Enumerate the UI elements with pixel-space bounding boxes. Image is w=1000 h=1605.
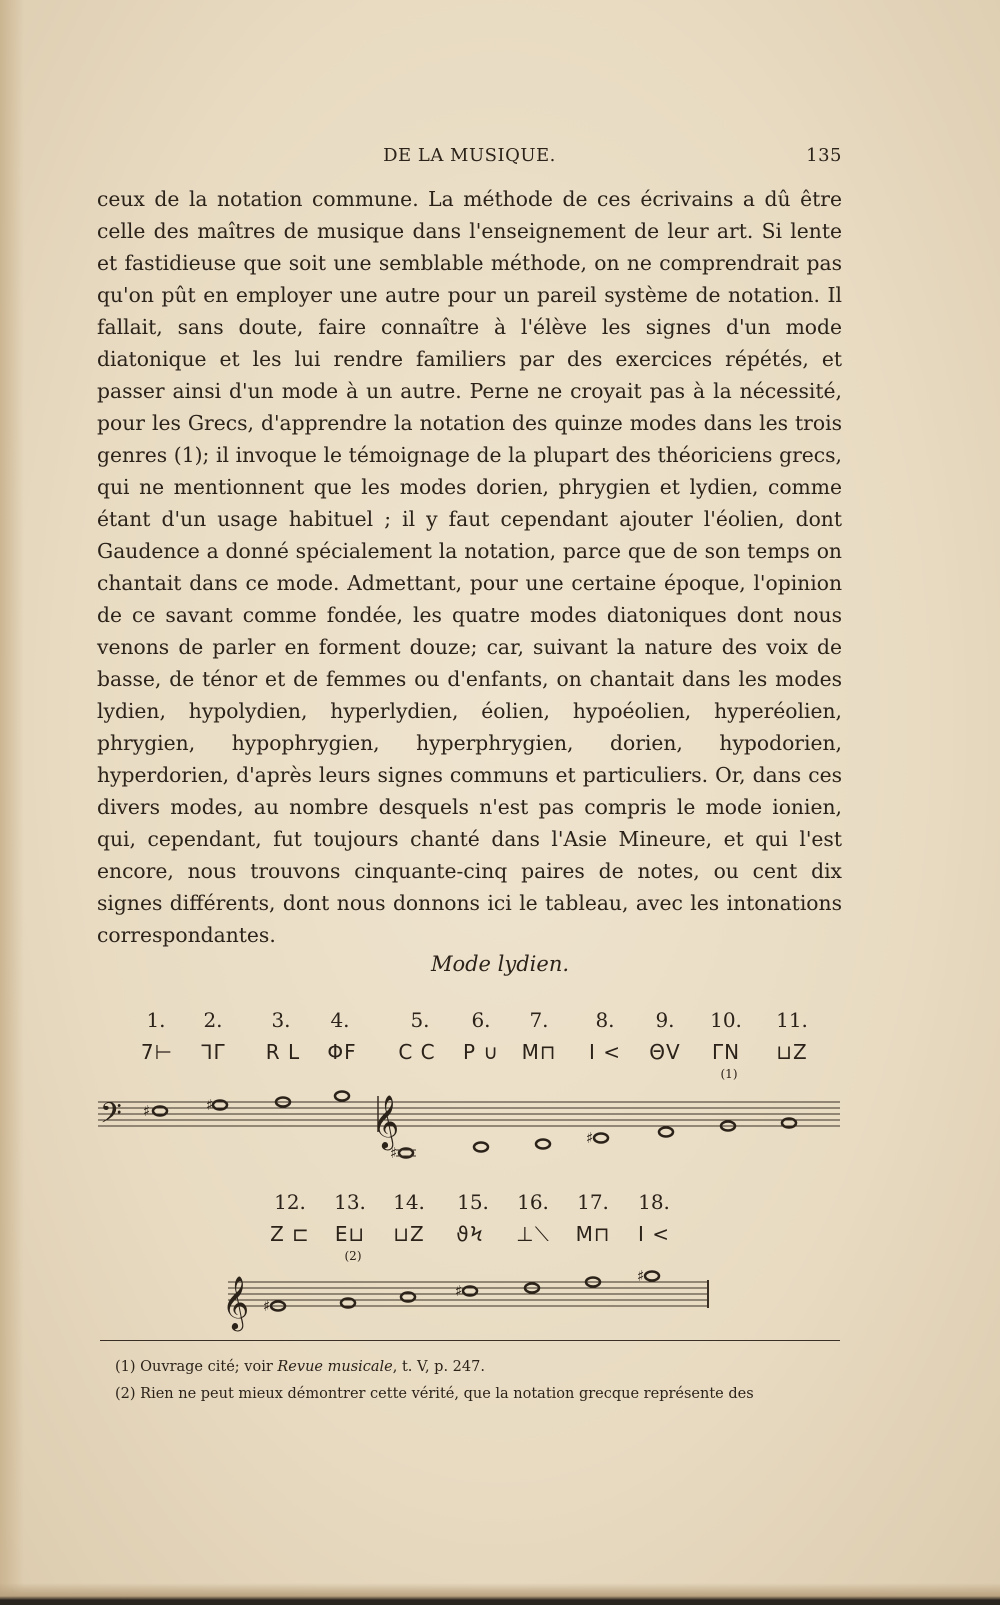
greek-note-sign: E⊔: [334, 1222, 366, 1246]
greek-note-sign: 7⊢: [140, 1040, 174, 1064]
svg-text:♯: ♯: [586, 1129, 594, 1147]
note-number: 3.: [271, 1008, 291, 1032]
greek-note-sign: M⊓: [575, 1222, 611, 1246]
note-number: 13.: [334, 1190, 366, 1214]
greek-note-sign: ΦF: [327, 1040, 357, 1064]
footnote-text: Ouvrage cité; voir: [140, 1359, 278, 1375]
greek-note-sign: ΘV: [649, 1040, 681, 1064]
note-number: 8.: [595, 1008, 615, 1032]
footnote-2: [115, 1381, 842, 1408]
svg-text:♯: ♯: [390, 1144, 398, 1162]
note-number: 4.: [330, 1008, 350, 1032]
treble-clef-icon: 𝄞: [372, 1094, 400, 1148]
greek-note-sign: C C: [398, 1040, 436, 1064]
note-number: 1.: [146, 1008, 166, 1032]
svg-text:♯: ♯: [263, 1297, 271, 1315]
greek-note-sign: R L: [265, 1040, 301, 1064]
paragraph: ceux de la notation commune. La méthode de ces écrivains a dû être celle des maîtres de musique dans l'enseignement de leur art. Si lente et fastidieuse que soit une semblable méthode, on ne comprendrait pas qu'on pût en employer une autre pour un pareil système de notation. Il fallait, sans doute, faire connaître à l'élève les signes d'un mode diatonique et les lui rendre familiers par des exercices répétés, et passer ainsi d'un mode à un autre. Perne ne croyait pas à la nécessité, pour les Grecs, d'apprendre la notation des quinze modes dans les trois genres (1); il invoque le témoignage de la plupart des théoriciens grecs, qui ne mentionnent que les modes dorien, phrygien et lydien, comme étant d'un usage habituel ; il y faut cependant ajouter l'éolien, dont Gaudence a donné spécialement la notation, parce que de son temps on chantait dans ce mode. Admettant, pour une certaine époque, l'opinion de ce savant comme fondée, les quatre modes diatoniques dont nous venons de parler en forment douze; car, suivant la nature des voix de basse, de ténor et de femmes ou d'enfants, on chantait dans les modes lydien, hypolydien, hyperlydien, éolien, hypoéolien, hyperéolien, phrygien, hypophrygien, hyperphrygien, dorien, hypodorien, hyperdorien, d'après leurs signes communs et particuliers. Or, dans ces divers modes, au nombre desquels n'est pas compris le mode ionien, qui, cependant, fut toujours chanté dans l'Asie Mineure, et qui l'est encore, nous trouvons cinquante-cinq paires de notes, ou cent dix signes différents, dont nous donnons ici le tableau, avec les intonations correspondantes.: [97, 187, 842, 947]
footnote-mark: (2): [115, 1386, 136, 1402]
note-number: 14.: [393, 1190, 425, 1214]
bass-clef-icon: 𝄢: [100, 1097, 122, 1137]
footnote-text: , t. V, p. 247.: [392, 1359, 485, 1375]
note-number: 15.: [457, 1190, 489, 1214]
greek-note-sign: Z ⊏: [270, 1222, 310, 1246]
footnote-1: [115, 1354, 842, 1381]
greek-note-sign: ᒣΓ: [200, 1040, 226, 1064]
note-number: 10.: [710, 1008, 742, 1032]
footnotes: [115, 1354, 842, 1408]
greek-note-sign: ϑϞ: [456, 1222, 484, 1246]
greek-note-sign: ⊔Z: [776, 1040, 808, 1064]
treble-clef-icon: 𝄞: [222, 1275, 250, 1329]
note-number: 16.: [517, 1190, 549, 1214]
svg-text:♯: ♯: [143, 1102, 151, 1120]
svg-text:♯: ♯: [637, 1267, 645, 1285]
greek-note-sign: I <: [637, 1222, 671, 1246]
footnote-text: Rien ne peut mieux démontrer cette vérité, que la notation grecque représente des: [140, 1386, 754, 1402]
greek-note-sign: ⊔Z: [393, 1222, 425, 1246]
svg-text:♯: ♯: [455, 1282, 463, 1300]
note-number: 17.: [577, 1190, 609, 1214]
page-number: 135: [806, 145, 842, 166]
note-number: 6.: [471, 1008, 491, 1032]
footnote-separator: [100, 1340, 840, 1341]
note-number: 12.: [274, 1190, 306, 1214]
note-number: 18.: [638, 1190, 670, 1214]
greek-note-sign: ⊥⟍: [516, 1222, 550, 1246]
page-bottom-edge: [0, 1583, 1000, 1605]
greek-note-sign: ΓN: [711, 1040, 741, 1064]
note-number: 11.: [776, 1008, 808, 1032]
running-head: DE LA MUSIQUE.: [383, 145, 556, 166]
note-number: 9.: [655, 1008, 675, 1032]
note-number: 5.: [410, 1008, 430, 1032]
note-number: 7.: [529, 1008, 549, 1032]
footnote-mark: (1): [115, 1359, 136, 1375]
footnote-ref: (2): [344, 1249, 362, 1263]
mode-title: Mode lydien.: [430, 952, 570, 976]
greek-note-sign: I <: [588, 1040, 622, 1064]
footnote-ref: (1): [720, 1067, 738, 1081]
note-number: 2.: [203, 1008, 223, 1032]
greek-note-sign: M⊓: [521, 1040, 557, 1064]
svg-text:♯: ♯: [206, 1096, 214, 1114]
footnote-citation: Revue musicale: [277, 1359, 393, 1375]
greek-note-sign: P ∪: [462, 1040, 500, 1064]
